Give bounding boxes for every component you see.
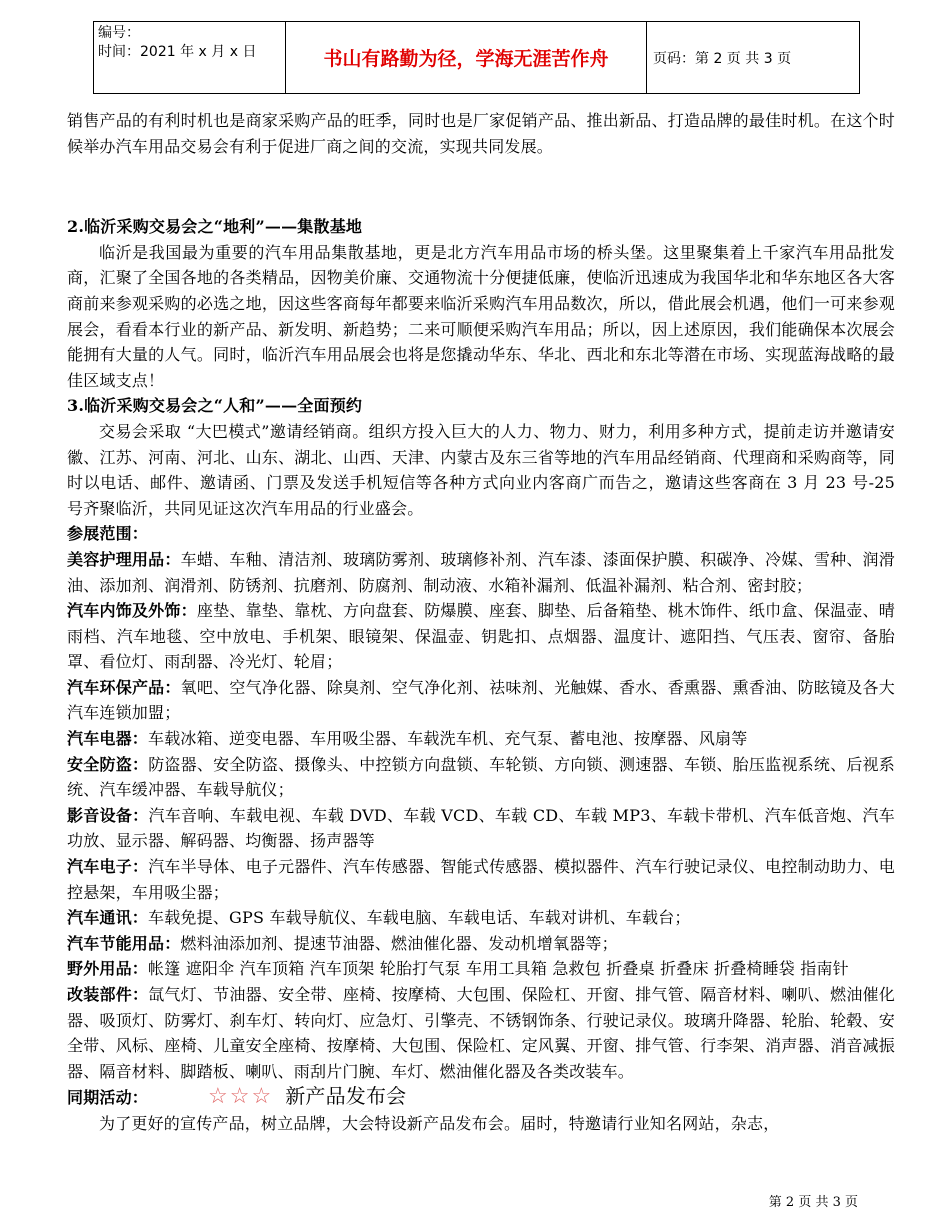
category-paragraph (67, 598, 895, 675)
category-label: 安全防盗： (67, 754, 149, 774)
activity-paragraph: 为了更好的宣传产品，树立品牌，大会特设新产品发布会。届时，特邀请行业知名网站，杂志， (99, 1113, 780, 1133)
category-label: 野外用品： (67, 959, 149, 979)
category-label: 改装部件： (67, 985, 149, 1004)
category-items: 车载冰箱、逆变电器、车用吸尘器、车载洗车机、充气泵、蓄电池、按摩器、风扇等 (148, 729, 748, 749)
category-items: 车蜡、车釉、清洁剂、玻璃防雾剂、玻璃修补剂、汽车漆、漆面保护膜、积碳净、冷媒、雪种、润滑油、添加剂、润滑剂、防锈剂、抗磨剂、防腐剂、制动液、水箱补漏剂、低温补漏剂、粘合剂、密封胶； (67, 549, 895, 595)
category-label: 汽车内饰及外饰： (67, 601, 197, 621)
section2-paragraph: 临沂是我国最为重要的汽车用品集散基地，更是北方汽车用品市场的桥头堡。这里聚集着上千家汽车用品批发商，汇聚了全国各地的各类精品，因物美价廉、交通物流十分便捷低廉，使临沂迅速成为我国华北和华东地区各大客商前来参观采购的必选之地，因这些客商每年都要来临沂采购汽车用品数次，所以，借此展会机遇，他们一可来参观展会，看看本行业的新产品、新发明、新趋势；二来可顺便采购汽车用品；所以，因上述原因，我们能确保本次展会能拥有大量的人气。同时，临沂汽车用品展会也将是您撬动华东、华北、西北和东北等潜在市场、实现蓝海战略的最佳区域支点！ (67, 242, 895, 390)
category-items: 燃料油添加剂、提速节油器、燃油催化器、发动机增氧器等； (180, 933, 618, 953)
category-paragraph (67, 982, 895, 1084)
category-paragraph (67, 547, 895, 598)
activity-label: 同期活动： (67, 1088, 149, 1108)
section2-heading: 2.临沂采购交易会之“地利”——集散基地 (67, 217, 363, 237)
category-label: 汽车节能用品： (67, 933, 181, 953)
header-time: 时间：2021 年 x 月 x 日 (98, 44, 257, 60)
header-number: 编号： (98, 25, 140, 41)
document-body (67, 108, 895, 1137)
category-paragraph (67, 726, 895, 752)
category-items: 防盗器、安全防盗、摄像头、中控锁方向盘锁、车轮锁、方向锁、测速器、车锁、胎压监视系统、后视系统、汽车缓冲器、车载导航仪； (67, 754, 895, 800)
category-items: 座垫、靠垫、靠枕、方向盘套、防爆膜、座套、脚垫、后备箱垫、桃木饰件、纸巾盒、保温壶、晴雨档、汽车地毯、空中放电、手机架、眼镜架、保温壶、钥匙扣、点烟器、温度计、遮阳挡、气压表、窗帘、备胎罩、看位灯、雨刮器、冷光灯、轮眉； (67, 601, 895, 672)
category-paragraph (67, 931, 895, 957)
category-items: 汽车半导体、电子元器件、汽车传感器、智能式传感器、模拟器件、汽车行驶记录仪、电控制动助力、电控悬架，车用吸尘器； (67, 857, 895, 902)
category-paragraph (67, 803, 895, 854)
star-icon: ☆☆☆ (208, 1084, 274, 1110)
category-paragraph (67, 675, 895, 726)
header-motto: 书山有路勤为径，学海无涯苦作舟 (286, 22, 647, 94)
activity-event: 新产品发布会 (285, 1084, 407, 1109)
spacer (67, 159, 895, 214)
category-paragraph (67, 905, 895, 931)
category-items: 氧吧、空气净化器、除臭剂、空气净化剂、祛味剂、光触媒、香水、香熏器、熏香油、防眩镜及各大汽车连锁加盟； (67, 677, 895, 723)
category-label: 美容护理用品： (67, 549, 181, 569)
category-items: 车载免提、GPS 车载导航仪、车载电脑、车载电话、车载对讲机、车载台； (148, 908, 691, 928)
section3-heading: 3.临沂采购交易会之“人和”——全面预约 (67, 396, 363, 416)
category-label: 汽车环保产品： (67, 677, 181, 697)
category-paragraph (67, 752, 895, 803)
category-paragraph (67, 956, 895, 982)
category-label: 汽车电子： (67, 857, 149, 877)
category-items: 氙气灯、节油器、安全带、座椅、按摩椅、大包围、保险杠、开窗、排气管、隔音材料、喇叭、燃油催化器、吸顶灯、防雾灯、刹车灯、转向灯、应急灯、引擎壳、不锈钢饰条、行驶记录仪。玻璃升降器、轮胎、轮毂、安全带、风标、座椅、儿童安全座椅、按摩椅、大包围、保险杠、定风翼、开窗、排气管、行李架、消声器、消音减振器、隔音材料、脚踏板、喇叭、雨刮片门腕、车灯、燃油催化器及各类改装车。 (67, 985, 895, 1081)
intro-paragraph: 销售产品的有利时机也是商家采购产品的旺季，同时也是厂家促销产品、推出新品、打造品牌的最佳时机。在这个时候举办汽车用品交易会有利于促进厂商之间的交流，实现共同发展。 (67, 111, 895, 156)
section3-paragraph: 交易会采取 “大巴模式”邀请经销商。组织方投入巨大的人力、物力、财力，利用多种方式，提前走访并邀请安徽、江苏、河南、河北、山东、湖北、山西、天津、内蒙古及东三省等地的汽车用品经销商、代理商和采购商等，同时以电话、邮件、邀请函、门票及发送手机短信等各种方式向业内客商广而告之，邀请这些客商在 3 月 23 号-25 号齐聚临沂，共同见证这次汽车用品的行业盛会。 (67, 421, 895, 518)
category-label: 影音设备： (67, 805, 149, 825)
activity-line (67, 1084, 895, 1111)
header-page-info: 页码：第 2 页 共 3 页 (647, 22, 860, 94)
category-label: 汽车电器： (67, 729, 149, 749)
category-items: 汽车音响、车载电视、车载 DVD、车载 VCD、车载 CD、车载 MP3、车载卡带机、汽车低音炮、汽车功放、显示器、解码器、均衡器、扬声器等 (67, 805, 895, 851)
category-paragraph (67, 854, 895, 905)
page-header (93, 21, 860, 94)
category-label: 汽车通讯： (67, 908, 149, 928)
scope-heading: 参展范围： (67, 524, 149, 544)
header-meta (94, 22, 286, 94)
category-items: 帐篷 遮阳伞 汽车顶箱 汽车顶架 轮胎打气泵 车用工具箱 急救包 折叠桌 折叠床 折叠椅睡袋 指南针 (148, 959, 849, 979)
page-footer: 第 2 页 共 3 页 (768, 1195, 858, 1210)
